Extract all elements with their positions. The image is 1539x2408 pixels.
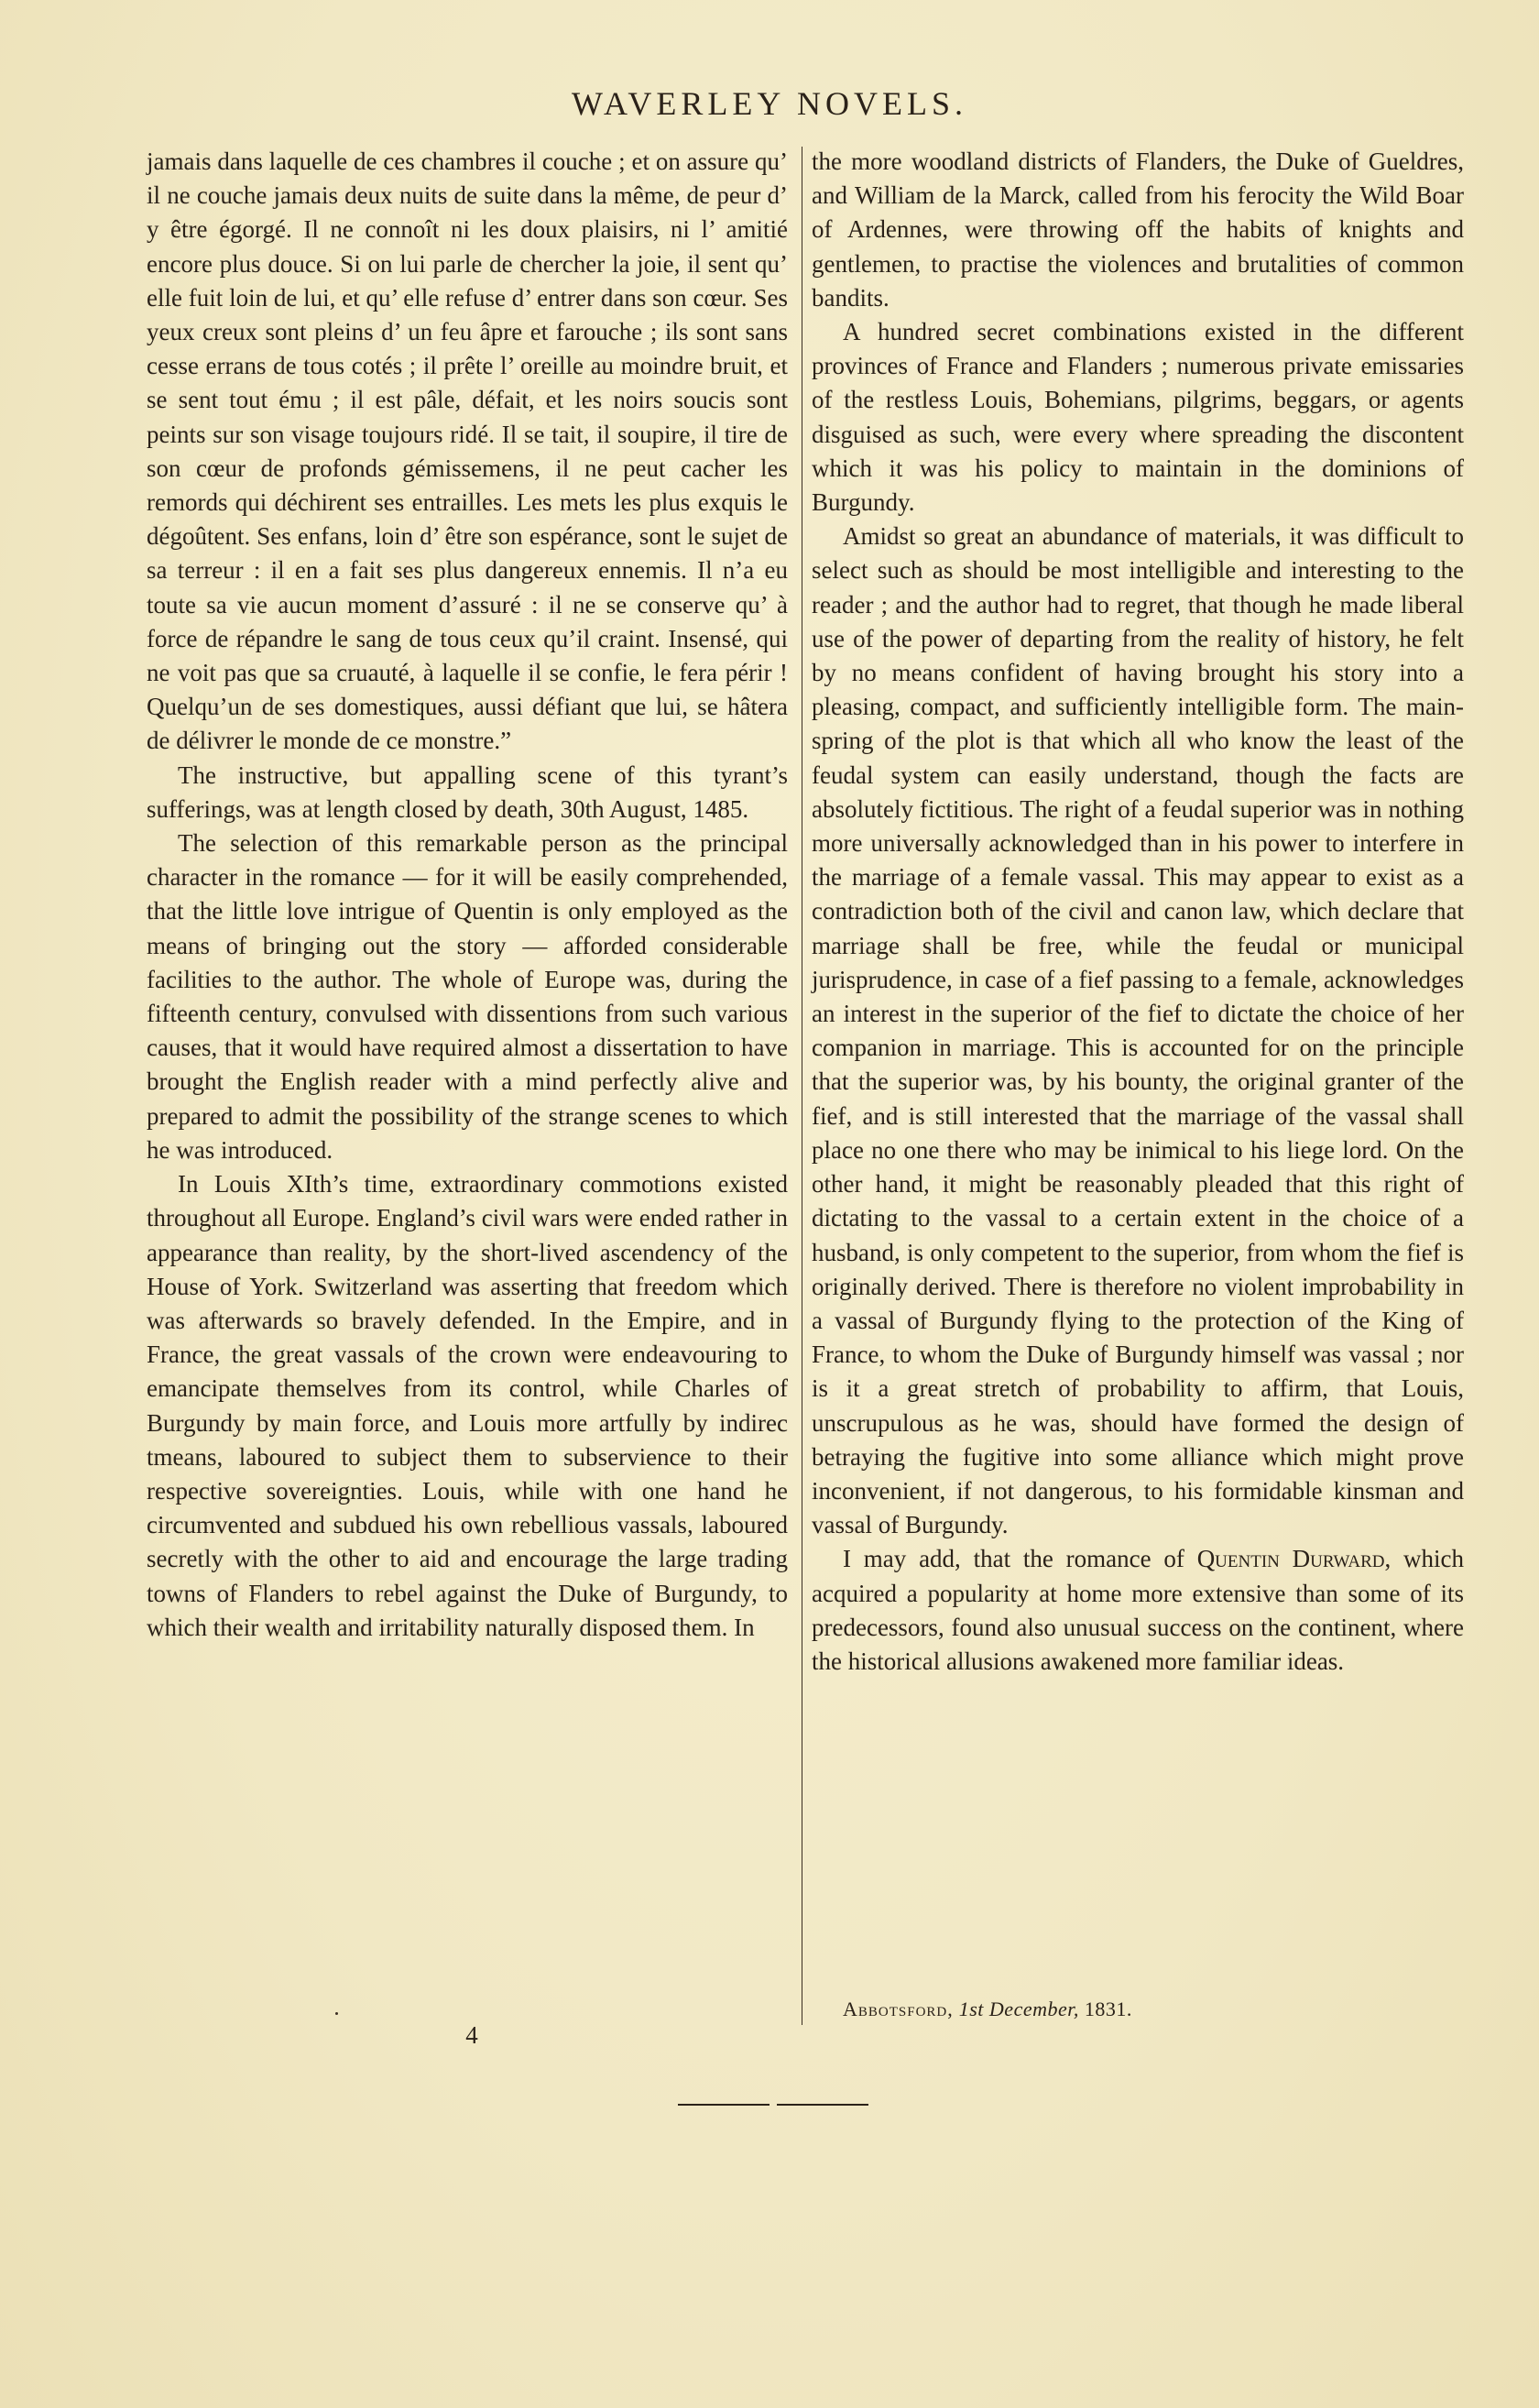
running-title: WAVERLEY NOVELS.: [572, 85, 967, 122]
dateline-place: Abbotsford,: [843, 1998, 954, 2020]
signature-mark: [335, 2012, 338, 2015]
page-number: 4: [465, 2021, 478, 2049]
paragraph: the more woodland districts of Flanders, the Duke of Gueldres, and William de la Marck, called from his ferocity the Wild Boar of Ardennes, were throwing off the habits of knights and gentlemen, to practise the violences and brutalities of common bandits.: [812, 148, 1464, 312]
dateline: [843, 1998, 1132, 2021]
end-rule-right: [777, 2104, 868, 2106]
left-column: [147, 145, 788, 1645]
paragraph: The instructive, but appalling scene of this tyrant’s sufferings, was at length closed by death, 30th August, 1485.: [147, 761, 788, 823]
paragraph: In Louis XIth’s time, extraordinary commotions existed throughout all Europe. England’s civil wars were ended rather in appearance than reality, by the short-lived ascendency of the House of York. Switzerland was asserting that freedom which was afterwards so bravely defended. In the Empire, and in France, the great vassals of the crown were endeavouring to emancipate themselves from its control, while Charles of Burgundy by main force, and Louis more artfully by indirec tmeans, laboured to subject them to subservience to their respective sovereignties. Louis, while with one hand he circumvented and subdued his own rebellious vassals, laboured secretly with the other to aid and encourage the large trading towns of Flanders to rebel against the Duke of Burgundy, to which their wealth and irritability naturally disposed them. In: [147, 1170, 788, 1641]
novel-title: Quentin Durward: [1196, 1545, 1385, 1573]
paragraph: The selection of this remarkable person as the principal character in the romance — for it will be easily comprehended, that the little love intrigue of Quentin is only employed as the means of bringing out the story — afforded considerable facilities to the author. The whole of Europe was, during the fifteenth century, convulsed with dissentions from such various causes, that it would have required almost a dissertation to have brought the English reader with a mind perfectly alive and prepared to admit the possibility of the strange scenes to which he was introduced.: [147, 829, 788, 1164]
dateline-date: 1st December,: [958, 1998, 1079, 2020]
paragraph: Amidst so great an abundance of materials, it was difficult to select such as should be most intelligible and interesting to the reader ; and the author had to regret, that though he made liberal use of the power of departing from the reality of history, he felt by no means confident of having brought his story into a pleasing, compact, and sufficiently intelligible form. The main-spring of the plot is that which all who know the least of the feudal system can easily understand, though the facts are absolutely fictitious. The right of a feudal superior was in nothing more universally acknowledged than in his power to interfere in the marriage of a female vassal. This may appear to exist as a contradiction both of the civil and canon law, which declare that marriage shall be free, while the feudal or municipal jurisprudence, in case of a fief passing to a female, acknowledges an interest in the superior of the fief to dictate the choice of her companion in marriage. This is accounted for on the principle that the superior was, by his bounty, the original granter of the fief, and is still interested that the marriage of the vassal shall place no one there who may be inimical to his liege lord. On the other hand, it might be reasonably pleaded that this right of dictating to the vassal to a certain extent in the choice of a husband, is only competent to the superior, from whom the fief is originally derived. There is therefore no violent improbability in a vassal of Burgundy flying to the protection of the King of France, to whom the Duke of Burgundy himself was vassal ; nor is it a great stretch of probability to affirm, that Louis, unscrupulous as he was, should have formed the design of betraying the fugitive into some alliance which might prove inconvenient, if not dangerous, to his formidable kinsman and vassal of Burgundy.: [812, 522, 1464, 1539]
paragraph-final-before: I may add, that the romance of: [843, 1545, 1197, 1573]
dateline-year: 1831.: [1084, 1998, 1132, 2020]
paragraph-final-after: , which acquired a popularity at home more extensive than some of its predecessors, found also unusual success on the continent, where the historical allusions awakened more familiar ideas.: [812, 1545, 1464, 1675]
paragraph-final: [812, 1542, 1464, 1679]
end-rule-left: [678, 2104, 770, 2106]
paragraph: jamais dans laquelle de ces chambres il couche ; et on assure qu’ il ne couche jamais deux nuits de suite dans la même, de peur d’ y être égorgé. Il ne connoît ni les doux plaisirs, ni l’ amitié encore plus douce. Si on lui parle de chercher la joie, il sent qu’ elle fuit loin de lui, et qu’ elle refuse d’ entrer dans son cœur. Ses yeux creux sont pleins d’ un feu âpre et farouche ; ils sont sans cesse errans de tous cotés ; il prête l’ oreille au moindre bruit, et se sent tout ému ; il est pâle, défait, et les noirs soucis sont peints sur son visage toujours ridé. Il se tait, il soupire, il tire de son cœur de profonds gémissemens, il ne peut cacher les remords qui déchirent ses entrailles. Les mets les plus exquis le dégoûtent. Ses enfans, loin d’ être son espérance, sont le sujet de sa terreur : il en a fait ses plus dangereux ennemis. Il n’a eu toute sa vie aucun moment d’assuré : il ne se conserve qu’ à force de répandre le sang de tous ceux qu’il craint. Insensé, qui ne voit pas que sa cruauté, à laquelle il se confie, le fera périr ! Quelqu’un de ses domestiques, aussi défiant que lui, se hâtera de délivrer le monde de ce monstre.”: [147, 148, 788, 755]
right-column: [812, 145, 1464, 1679]
paragraph: A hundred secret combinations existed in the different provinces of France and Flanders ; numerous private emissaries of the restless Louis, Bohemians, pilgrims, beggars, or agents disguised as such, were every where spreading the discontent which it was his policy to maintain in the dominions of Burgundy.: [812, 318, 1464, 517]
